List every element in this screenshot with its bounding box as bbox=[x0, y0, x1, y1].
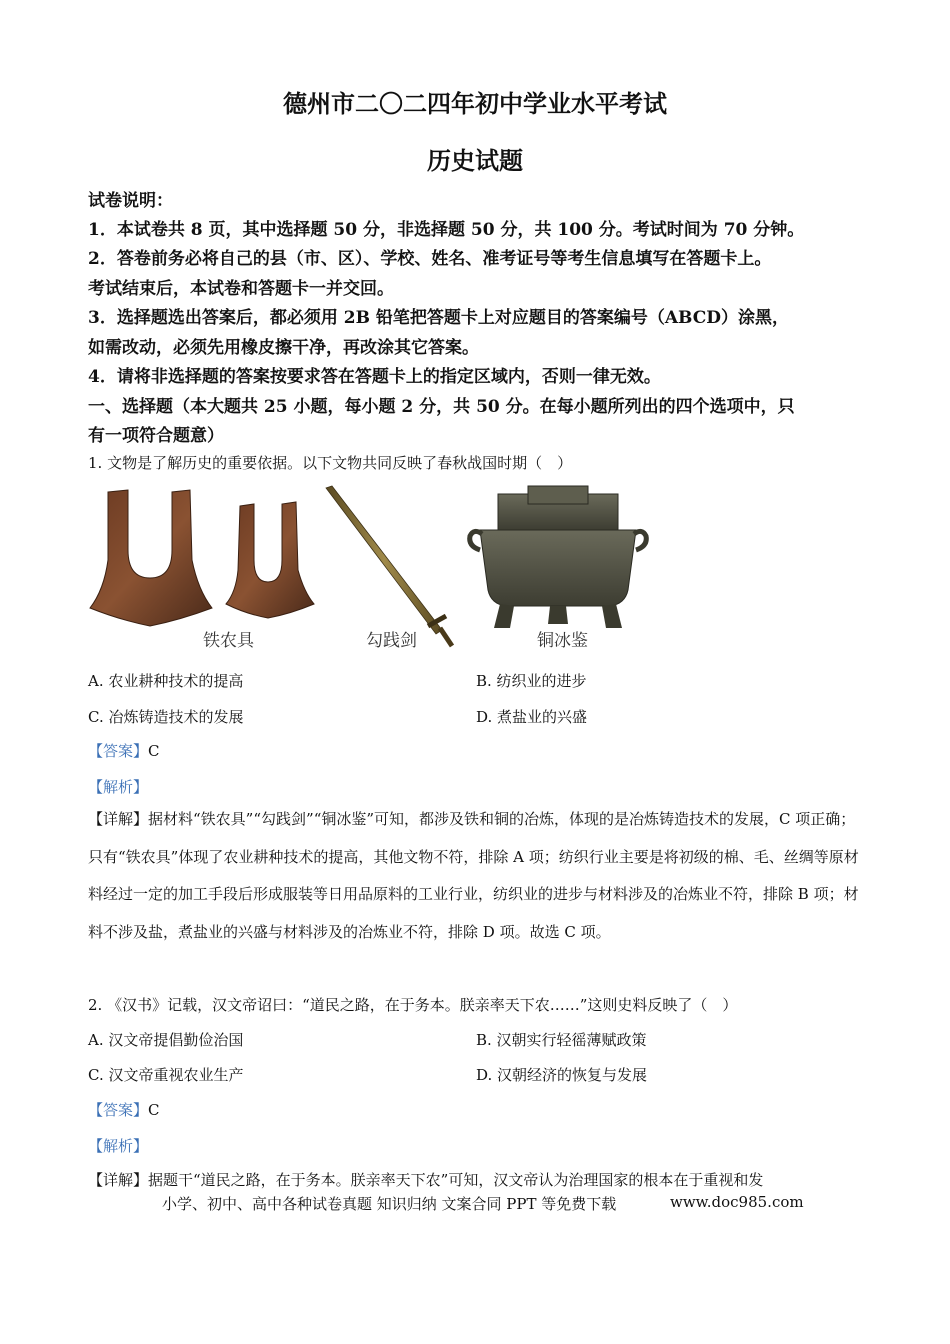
q2-option-c: C. 汉文帝重视农业生产 bbox=[88, 1066, 244, 1084]
instruction-line-1: 1．本试卷共 8 页，其中选择题 50 分，非选择题 50 分，共 100 分。考试时间为 70 分钟。 bbox=[88, 220, 805, 240]
instruction-line-2b: 考试结束后，本试卷和答题卡一并交回。 bbox=[88, 279, 394, 299]
question-2-stem: 2. 《汉书》记载，汉文帝诏曰：“道民之路，在于务本。朕亲率天下农……”这则史料反映了（ ） bbox=[88, 996, 738, 1014]
instruction-line-3b: 如需改动，必须先用橡皮擦干净，再改涂其它答案。 bbox=[88, 338, 479, 358]
q1-detail-text: 据材料“铁农具”“勾践剑”“铜冰鉴”可知，都涉及铁和铜的冶炼，体现的是冶炼铸造技术的发展，C 项正确；只有“铁农具”体现了农业耕种技术的提高，其他文物不符，排除 A 项；纺织行业主要是将初级的棉、毛、丝绸等原材料经过一定的加工手段后形成服装等日用品原料的工业行业，纺织业的进步与材料涉及的冶炼业不符，排除 B 项；材料不涉及盐，煮盐业的兴盛与材料涉及的冶炼业不符，排除 D 项。故选 C 项。 bbox=[88, 810, 859, 941]
q1-detail-tag: 【详解】 bbox=[88, 810, 149, 828]
footer-text: 小学、初中、高中各种试卷真题 知识归纳 文案合同 PPT 等免费下载 bbox=[162, 1195, 617, 1213]
footer-url[interactable]: www.doc985.com bbox=[670, 1193, 804, 1211]
q1-analysis-tag: 【解析】 bbox=[88, 778, 149, 796]
q2-option-a: A. 汉文帝提倡勤俭治国 bbox=[88, 1031, 244, 1049]
q2-option-d: D. 汉朝经济的恢复与发展 bbox=[476, 1066, 648, 1084]
section-heading-a: 一、选择题（本大题共 25 小题，每小题 2 分，共 50 分。在每小题所列出的四个选项中，只 bbox=[88, 397, 795, 417]
exam-title: 德州市二〇二四年初中学业水平考试 bbox=[283, 89, 667, 118]
artifact-illustration bbox=[80, 480, 660, 650]
q1-answer-value: C bbox=[148, 742, 160, 760]
instruction-line-3a: 3．选择题选出答案后，都必须用 2B 铅笔把答题卡上对应题目的答案编号（ABCD）涂黑， bbox=[88, 308, 790, 328]
iron-tool-small-icon bbox=[226, 502, 314, 618]
bronze-ice-vessel-icon bbox=[470, 486, 647, 628]
q1-option-b: B. 纺织业的进步 bbox=[476, 672, 587, 690]
exam-subtitle: 历史试题 bbox=[427, 146, 523, 175]
q2-detail-line bbox=[88, 1169, 763, 1190]
q2-detail-text: 据题干“道民之路，在于务本。朕亲率天下农”可知，汉文帝认为治理国家的根本在于重视和发 bbox=[148, 1171, 764, 1189]
caption-iron-tools: 铁农具 bbox=[203, 631, 254, 651]
q1-option-d: D. 煮盐业的兴盛 bbox=[476, 708, 588, 726]
q1-option-a: A. 农业耕种技术的提高 bbox=[88, 672, 244, 690]
q2-analysis-tag: 【解析】 bbox=[88, 1137, 149, 1155]
q2-answer-tag: 【答案】 bbox=[88, 1101, 149, 1119]
q1-answer bbox=[88, 740, 160, 761]
q1-option-c: C. 冶炼铸造技术的发展 bbox=[88, 708, 244, 726]
q2-detail-tag: 【详解】 bbox=[88, 1171, 149, 1189]
goujian-sword-icon bbox=[326, 486, 452, 646]
q1-detail-paragraph bbox=[88, 801, 860, 951]
artifact-figure bbox=[80, 480, 660, 650]
question-1-stem: 1. 文物是了解历史的重要依据。以下文物共同反映了春秋战国时期（ ） bbox=[88, 454, 573, 472]
q2-answer bbox=[88, 1099, 160, 1120]
caption-goujian-sword: 勾践剑 bbox=[366, 631, 417, 651]
instruction-line-4: 4．请将非选择题的答案按要求答在答题卡上的指定区域内，否则一律无效。 bbox=[88, 367, 661, 387]
instructions-heading: 试卷说明： bbox=[88, 191, 173, 211]
caption-bronze-ice-vessel: 铜冰鉴 bbox=[537, 631, 588, 651]
section-heading-b: 有一项符合题意） bbox=[88, 426, 224, 446]
q2-answer-value: C bbox=[148, 1101, 160, 1119]
q1-answer-tag: 【答案】 bbox=[88, 742, 149, 760]
q2-option-b: B. 汉朝实行轻徭薄赋政策 bbox=[476, 1031, 647, 1049]
iron-tool-large-icon bbox=[90, 490, 212, 626]
instruction-line-2a: 2．答卷前务必将自己的县（市、区）、学校、姓名、准考证号等考生信息填写在答题卡上。 bbox=[88, 249, 772, 269]
